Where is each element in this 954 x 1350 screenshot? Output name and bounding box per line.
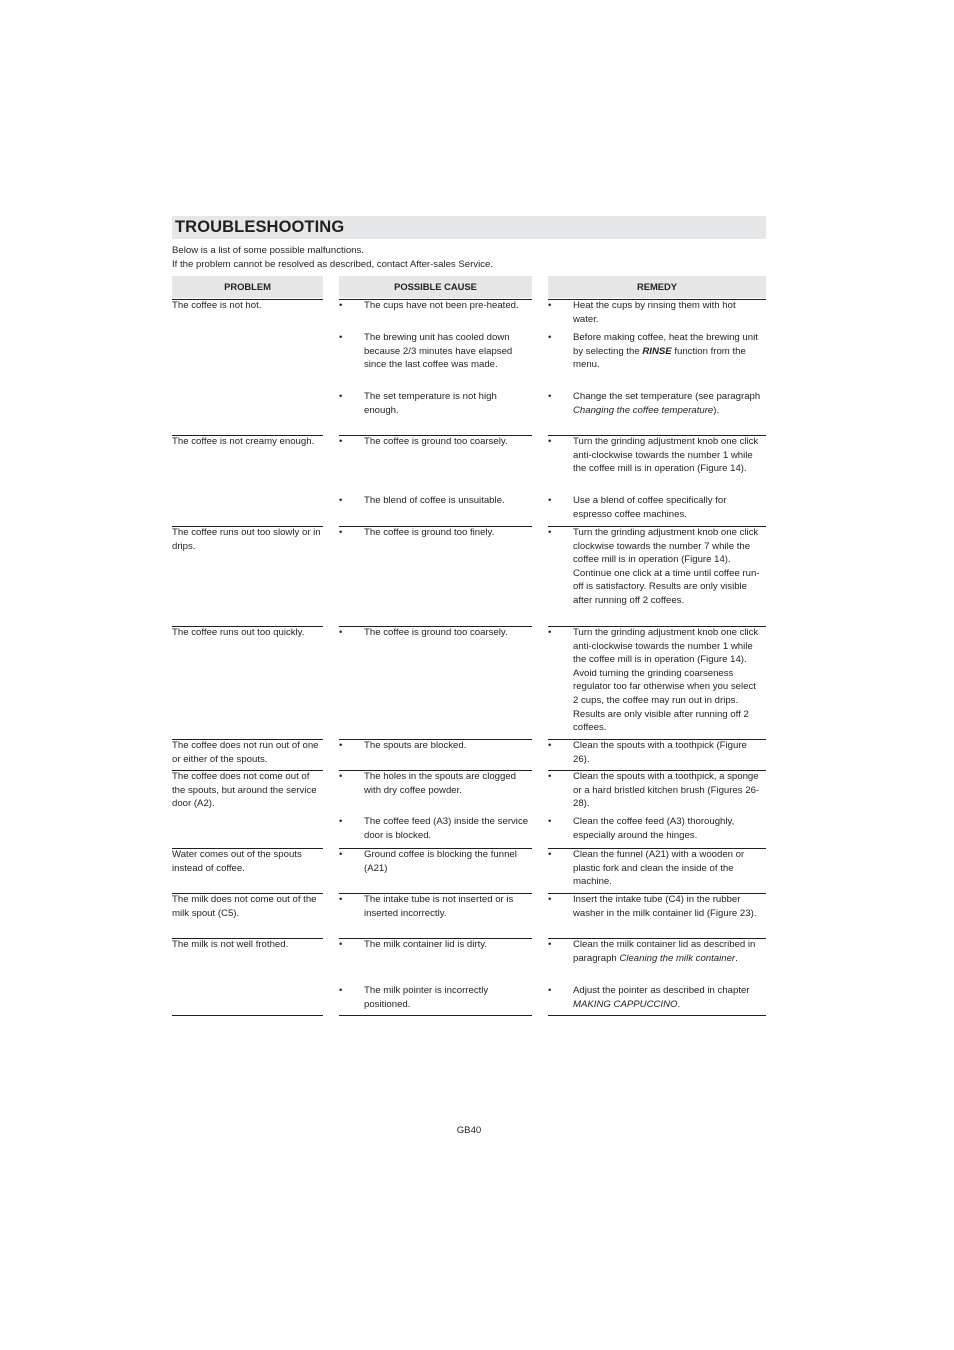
cause-item: • The milk pointer is incorrectly positioned. — [339, 985, 489, 1010]
remedy-item: • Clean the funnel (A21) with a wooden or plastic fork and clean the inside of the machine. — [548, 849, 745, 888]
title-bar — [172, 216, 766, 239]
remedy-item: • Before making coffee, heat the brewing unit by selecting the RINSE function from the menu. — [548, 332, 758, 371]
remedy-item: • Turn the grinding adjustment knob one click anti-clockwise towards the number 1 while the coffee mill is in operation (Figure 14). — [548, 436, 759, 475]
cause-item: • The coffee is ground too coarsely. — [339, 627, 508, 638]
problem-cell: Water comes out of the spouts instead of coffee. — [172, 849, 302, 874]
remedy-item: • Turn the grinding adjustment knob one click clockwise towards the number 7 while the coffee mill is in operation (Figure 14). Continue one click at a time until coffee run-off is satisfactory. Results are only visible after running off 2 coffees. — [548, 527, 760, 606]
header-problem: PROBLEM — [172, 276, 323, 298]
cause-item: • The brewing unit has cooled down because 2/3 minutes have elapsed since the last coffee was made. — [339, 332, 513, 371]
cause-item: • The set temperature is not high enough. — [339, 391, 497, 416]
intro-text — [172, 244, 772, 271]
problem-cell: The milk does not come out of the milk spout (C5). — [172, 894, 317, 919]
remedy-item: • Use a blend of coffee specifically for espresso coffee machines. — [548, 495, 727, 520]
header-cause: POSSIBLE CAUSE — [339, 276, 532, 298]
cause-item: • The coffee feed (A3) inside the service door is blocked. — [339, 816, 529, 841]
remedy-item: • Insert the intake tube (C4) in the rubber washer in the milk container lid (Figure 23). — [548, 894, 757, 919]
problem-cell: The milk is not well frothed. — [172, 939, 289, 950]
cause-item: • The spouts are blocked. — [339, 740, 467, 751]
problem-cell: The coffee runs out too slowly or in drips. — [172, 527, 321, 552]
intro-line-2: If the problem cannot be resolved as described, contact After-sales Service. — [172, 258, 494, 270]
cause-item: • The holes in the spouts are clogged with dry coffee powder. — [339, 771, 517, 796]
page-title: TROUBLESHOOTING — [175, 218, 345, 236]
remedy-item: • Clean the spouts with a toothpick (Figure 26). — [548, 740, 747, 765]
cause-item: • The cups have not been pre-heated. — [339, 300, 519, 311]
cause-item: • The intake tube is not inserted or is inserted incorrectly. — [339, 894, 514, 919]
problem-cell: The coffee does not come out of the spouts, but around the service door (A2). — [172, 771, 317, 810]
cause-item: • The milk container lid is dirty. — [339, 939, 487, 950]
problem-cell: The coffee runs out too quickly. — [172, 627, 305, 638]
cause-item: • The coffee is ground too finely. — [339, 527, 495, 538]
problem-cell: The coffee is not hot. — [172, 300, 262, 311]
cause-item: • The blend of coffee is unsuitable. — [339, 495, 505, 506]
problem-cell: The coffee is not creamy enough. — [172, 436, 315, 447]
remedy-item: • Clean the milk container lid as described in paragraph Cleaning the milk container. — [548, 939, 756, 964]
problem-cell: The coffee does not run out of one or either of the spouts. — [172, 740, 319, 765]
cause-item: • Ground coffee is blocking the funnel (A21) — [339, 849, 517, 874]
page-number: GB40 — [456, 1125, 482, 1136]
remedy-item: • Adjust the pointer as described in chapter MAKING CAPPUCCINO. — [548, 985, 750, 1010]
header-remedy: REMEDY — [548, 276, 766, 298]
cause-item: • The coffee is ground too coarsely. — [339, 436, 508, 447]
remedy-item: • Clean the coffee feed (A3) thoroughly, especially around the hinges. — [548, 816, 735, 841]
remedy-item: • Change the set temperature (see paragraph Changing the coffee temperature). — [548, 391, 761, 416]
remedy-item: • Heat the cups by rinsing them with hot water. — [548, 300, 736, 325]
remedy-item: • Clean the spouts with a toothpick, a sponge or a hard bristled kitchen brush (Figures 26-28). — [548, 771, 760, 810]
intro-line-1: Below is a list of some possible malfunctions. — [172, 245, 364, 256]
remedy-item: • Turn the grinding adjustment knob one click anti-clockwise towards the number 1 while the coffee mill is in operation (Figure 14). Avoid turning the grinding coarseness regulator too far otherwise when you select 2 cups, the coffee may run out in drips. Results are only visible after running off 2 coffees. — [548, 627, 759, 734]
